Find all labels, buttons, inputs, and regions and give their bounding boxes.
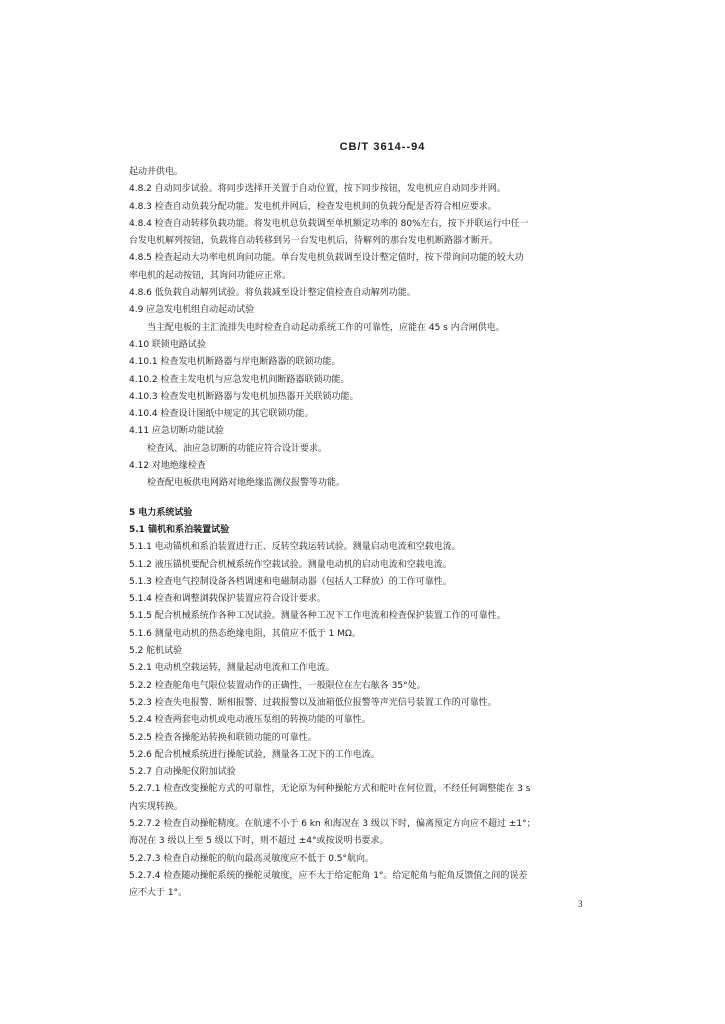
- heading-4-9: 4.9 应急发电机组自动起动试验: [129, 305, 255, 316]
- clause-5-2-7-4: 5.2.7.4 检查随动操舵系统的操舵灵敏度，应不大于给定舵角 1°。给定舵角与舵角反馈值之间的误差: [129, 870, 528, 881]
- clause-4-10-4: 4.10.4 检查设计图纸中规定的其它联锁功能。: [129, 409, 314, 420]
- heading-4-10: 4.10 联锁电路试验: [129, 339, 206, 350]
- clause-5-2-3: 5.2.3 检查失电报警、断相报警、过载报警以及油箱低位报警等声光信号装置工作的可靠性。: [129, 697, 497, 708]
- page-number: 3: [578, 899, 583, 909]
- text-line: 当主配电板的主汇流排失电时检查自动起动系统工作的可靠性，应能在 45 s 内合闸供电。: [147, 322, 505, 333]
- clause-4-8-4: 4.8.4 检查自动转移负载功能。将发电机总负载调至单机额定功率的 80%左右，按下并联运行中任一: [129, 218, 529, 229]
- section-5-heading: 5 电力系统试验: [129, 507, 193, 518]
- heading-4-11: 4.11 应急切断功能试验: [129, 426, 224, 437]
- clause-5-1-4: 5.1.4 检查和调整浏载保护装置应符合设计要求。: [129, 594, 326, 605]
- page-body: [129, 166, 599, 904]
- clause-5-1-5: 5.1.5 配合机械系统作各种工况试验。测量各种工况下工作电流和检查保护装置工作的可靠性。: [129, 611, 506, 622]
- text-line: 检查配电板供电网路对地绝缘监测仪报警等功能。: [147, 478, 346, 489]
- text-line: 台发电机解列按钮，负载将自动转移到另一台发电机后，待解列的那台发电机断路器才断开。: [129, 236, 499, 247]
- heading-5-2-7: 5.2.7 自动操舵仪附加试验: [129, 767, 236, 778]
- heading-5-2: 5.2 舵机试验: [129, 646, 183, 657]
- text-line: 检查风、油应急切断的功能应符合设计要求。: [147, 443, 328, 454]
- text-line: 内实现转换。: [129, 801, 184, 812]
- standard-code: CB/T 3614--94: [339, 141, 426, 153]
- clause-5-2-1: 5.2.1 电动机空载运转，测量起动电流和工作电流。: [129, 663, 335, 674]
- clause-5-2-7-2: 5.2.7.2 检查自动操舵精度。在航速不小于 6 kn 和海况在 3 级以下时，偏离预定方向应不超过 ±1°；: [129, 818, 536, 829]
- text-line: 海况在 3 级以上至 5 级以下时，则不超过 ±4°或按说明书要求。: [129, 836, 389, 847]
- page-header: [0, 141, 725, 153]
- clause-5-2-7-1: 5.2.7.1 检查改变操舵方式的可靠性，无论原为何种操舵方式和舵叶在何位置，不经任何调整能在 3 s: [129, 784, 531, 795]
- text-line: 率电机的起动按钮，其询问功能应正常。: [129, 270, 292, 281]
- heading-4-12: 4.12 对地绝缘检查: [129, 461, 206, 472]
- text-line: 起动并供电。: [129, 167, 184, 177]
- clause-5-1-2: 5.1.2 液压锚机要配合机械系统作空载试验。测量电动机的启动电流和空载电流。: [129, 559, 452, 570]
- clause-4-8-5: 4.8.5 检查起动大功率电机询问功能。单台发电机负载调至设计整定值时，按下带询问功能的较大功: [129, 253, 524, 264]
- clause-5-2-5: 5.2.5 检查各操舵站转换和联锁功能的可靠性。: [129, 732, 317, 743]
- clause-5-2-4: 5.2.4 检查两套电动机或电动液压泵组的转换功能的可靠性。: [129, 715, 371, 726]
- clause-5-1-3: 5.1.3 检查电气控制设备各档调速和电磁制动器（包括人工释放）的工作可靠性。: [129, 576, 452, 587]
- clause-4-10-1: 4.10.1 检查发电机断路器与岸电断路器的联锁功能。: [129, 357, 341, 368]
- clause-5-2-2: 5.2.2 检查舵角电气限位装置动作的正确性，一般限位在左右舷各 35°处。: [129, 680, 426, 691]
- text-line: 应不大于 1°。: [129, 888, 188, 899]
- clause-4-10-2: 4.10.2 检查主发电机与应急发电机间断路器联锁功能。: [129, 374, 350, 385]
- clause-5-1-1: 5.1.1 电动锚机和系泊装置进行正、反转空载运转试验。测量启动电流和空载电流。: [129, 542, 461, 553]
- clause-4-8-3: 4.8.3 检查自动负载分配功能。发电机并网后，检查发电机间的负载分配是否符合相应要求。: [129, 201, 497, 212]
- clause-4-8-2: 4.8.2 自动同步试验。将同步选择开关置于自动位置，按下同步按钮，发电机应自动同步并网。: [129, 184, 506, 195]
- clause-5-1-6: 5.1.6 测量电动机的热态绝缘电阻，其值应不低于 1 MΩ。: [129, 628, 361, 639]
- heading-5-1: 5.1 锚机和系泊装置试验: [129, 524, 230, 535]
- clause-5-2-6: 5.2.6 配合机械系统进行操舵试验，测量各工况下的工作电流。: [129, 749, 380, 760]
- clause-4-8-6: 4.8.6 低负载自动解列试验。将负载减至设计整定值检查自动解列功能。: [129, 288, 416, 299]
- clause-5-2-7-3: 5.2.7.3 检查自动操舵的航向最高灵敏度应不低于 0.5°航向。: [129, 853, 375, 864]
- clause-4-10-3: 4.10.3 检查发电机断路器与发电机加热器开关联锁功能。: [129, 391, 359, 402]
